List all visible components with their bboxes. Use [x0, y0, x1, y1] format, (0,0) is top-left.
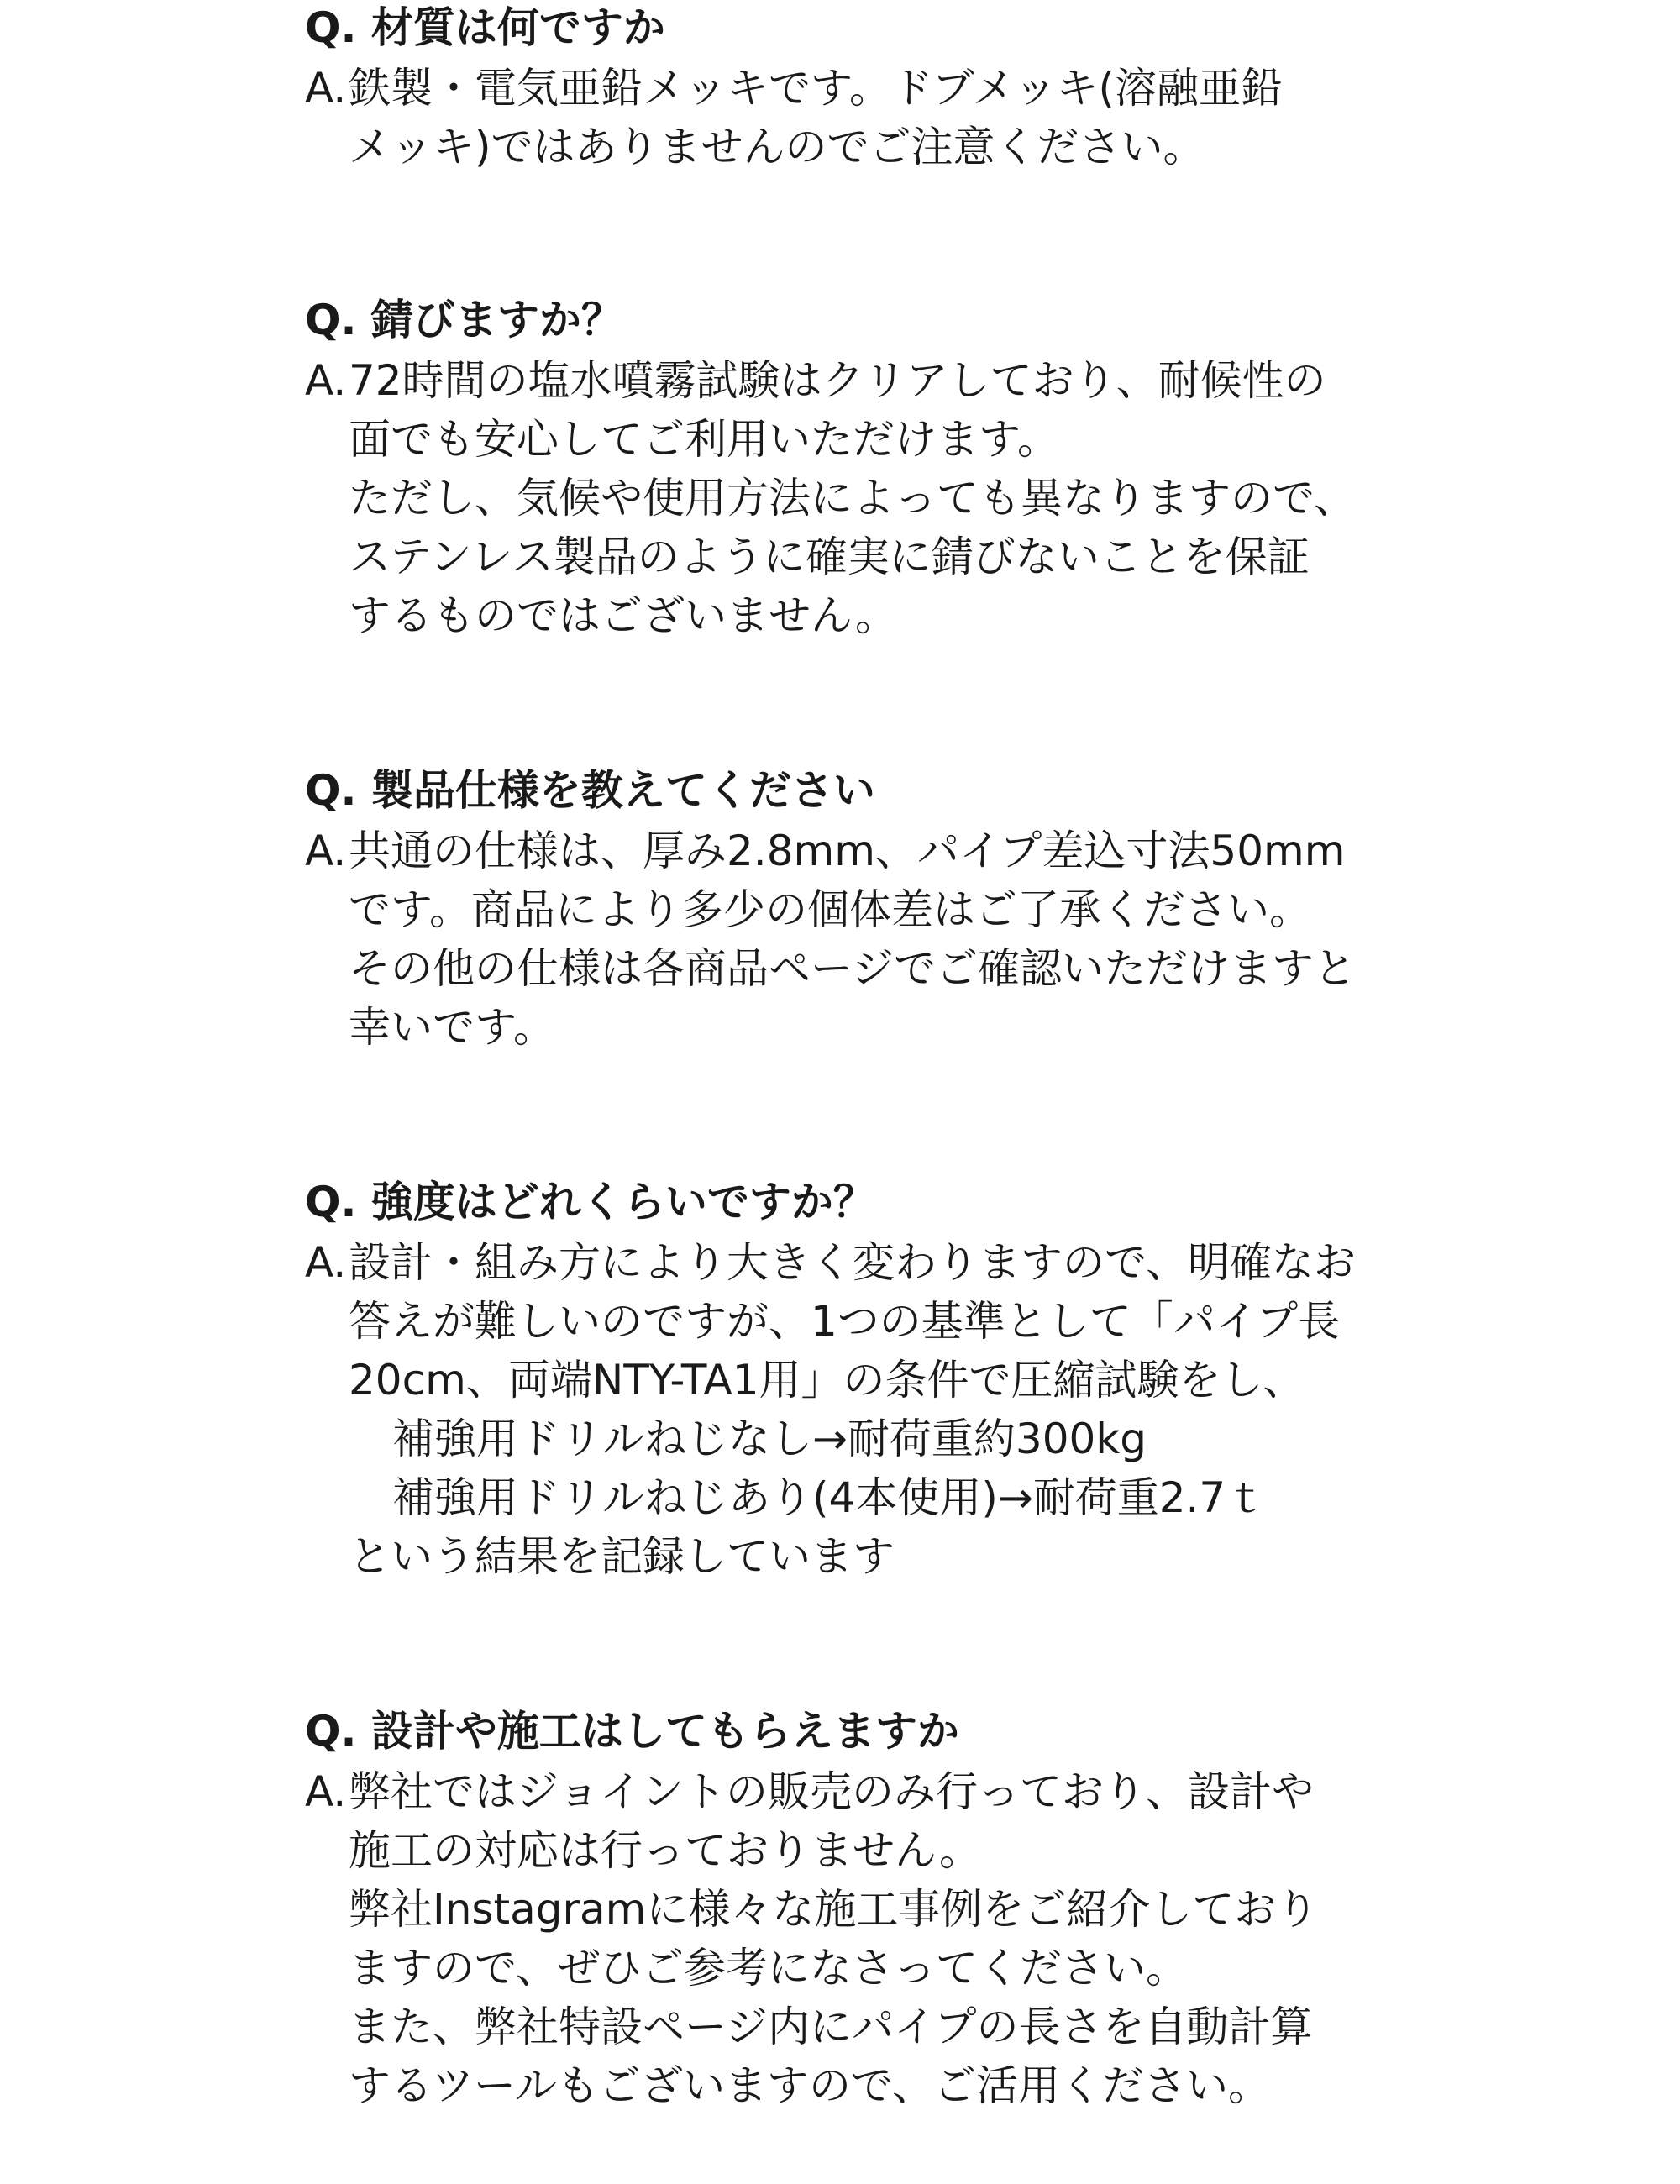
answer-line: 弊社Instagramに様々な施工事例をご紹介しており: [349, 1885, 1319, 1934]
answer-line: ステンレス製品のように確実に錆びないことを保証: [349, 533, 1310, 581]
answer-line: 幸いです。: [349, 1003, 555, 1052]
answer-line: ますので、ぜひご参考になさってください。: [349, 1944, 1188, 1992]
answer-line: するものではございません。: [349, 591, 897, 640]
answer-prefix: A.: [305, 827, 347, 875]
answer-line-result: 補強用ドリルねじあり(4本使用)→耐荷重2.7ｔ: [392, 1473, 1268, 1522]
faq-question: Q. 材質は何ですか: [305, 3, 665, 52]
answer-line: 面でも安心してご利用いただけます。: [349, 415, 1059, 464]
faq-item: [305, 763, 1481, 1057]
answer-line: 弊社ではジョイントの販売のみ行っており、設計や: [349, 1767, 1314, 1816]
answer-line: 20cm、両端NTY-TA1用」の条件で圧縮試験をし、: [349, 1356, 1305, 1404]
answer-line: その他の仕様は各商品ページでご確認いただけますと: [349, 944, 1356, 993]
faq-question: Q. 強度はどれくらいですか？: [305, 1178, 875, 1226]
faq-question: Q. 錆びますか？: [305, 296, 623, 344]
faq-question: Q. 製品仕様を教えてください: [305, 766, 875, 815]
answer-line: ただし、気候や使用方法によっても異なりますので、: [349, 474, 1356, 522]
answer-line: 鉄製・電気亜鉛メッキです。ドブメッキ(溶融亜鉛: [349, 64, 1284, 113]
faq-item: [305, 1174, 1481, 1586]
answer-line: 設計・組み方により大きく変わりますので、明確なお: [349, 1238, 1356, 1287]
answer-line: 72時間の塩水噴霧試験はクリアしており、耐候性の: [349, 356, 1326, 405]
faq-answer: [305, 351, 1481, 645]
answer-prefix: A.: [305, 1238, 347, 1287]
faq-answer: [305, 1762, 1481, 2115]
faq-item: [305, 1704, 1481, 2115]
answer-line: メッキ)ではありませんのでご注意ください。: [349, 123, 1205, 171]
answer-prefix: A.: [305, 356, 347, 405]
answer-line: 施工の対応は行っておりません。: [349, 1826, 981, 1875]
faq-question: Q. 設計や施工はしてもらえますか: [305, 1707, 959, 1756]
answer-line: です。商品により多少の個体差はご了承ください。: [349, 885, 1311, 934]
faq-answer: [305, 1233, 1481, 1586]
answer-line: するツールもございますので、ご活用ください。: [349, 2061, 1270, 2110]
answer-line: 共通の仕様は、厚み2.8mm、パイプ差込寸法50mm: [349, 827, 1346, 875]
answer-line: という結果を記録しています: [349, 1532, 895, 1581]
faq-answer: [305, 59, 1481, 176]
answer-prefix: A.: [305, 1767, 347, 1816]
answer-line-result: 補強用ドリルねじなし→耐荷重約300kg: [392, 1415, 1147, 1463]
answer-prefix: A.: [305, 64, 347, 113]
faq-answer: [305, 822, 1481, 1057]
faq-item: [305, 0, 1481, 176]
faq-item: [305, 292, 1481, 645]
answer-line: 答えが難しいのですが、1つの基準として「パイプ長: [349, 1297, 1341, 1346]
answer-line: また、弊社特設ページ内にパイプの長さを自動計算: [349, 2003, 1313, 2051]
